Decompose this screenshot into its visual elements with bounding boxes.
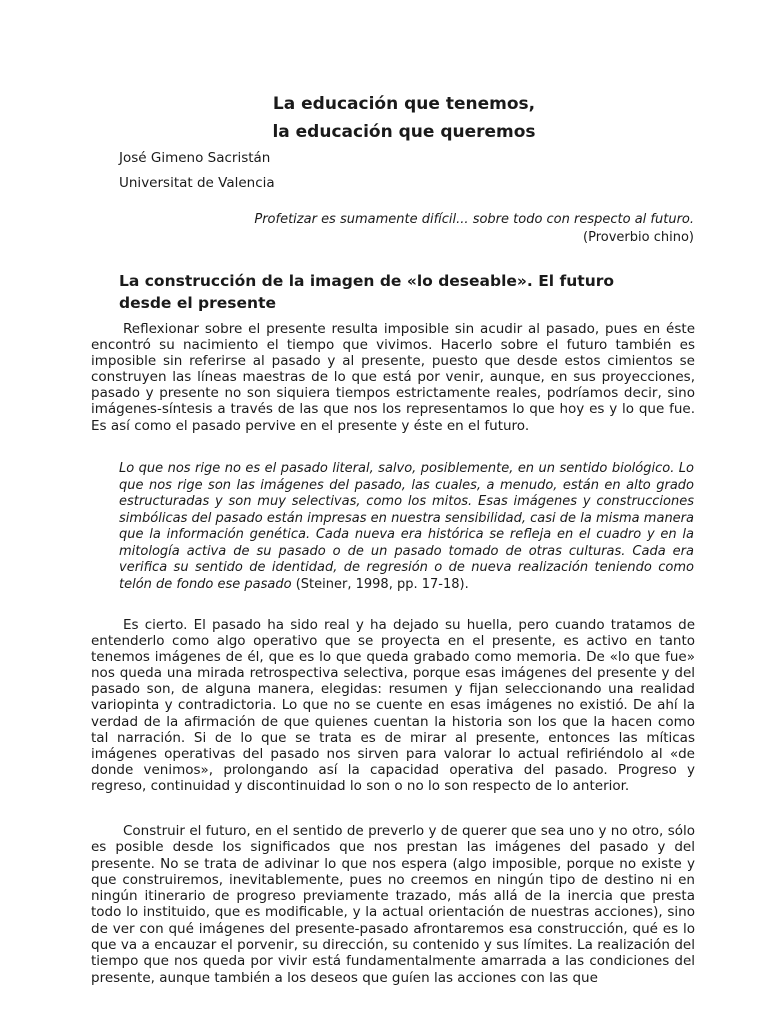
author-name: José Gimeno Sacristán <box>119 150 271 166</box>
epigraph-source: (Proverbio chino) <box>583 230 694 245</box>
block-quote-text: Lo que nos rige no es el pasado literal, salvo, posiblemente, en un sentido biológico. Lo que nos rige son las imágenes del pasado, las cuales, a menudo, están en alto grado estructuradas y son muy selectivas, como los mitos. Esas imágenes y construcciones simbólicas del pasado están impresas en nuestra sensibilidad, casi de la misma manera que la información genética. Cada nueva era histórica se refleja en el cuadro y en la mitología activa de su pasado o de un pasado tomado de otras culturas. Cada era verifica su sentido de identidad, de regresión o de nueva realización teniendo como telón de fondo ese pasado <box>119 461 694 592</box>
paragraph-1: Reflexionar sobre el presente resulta imposible sin acudir al pasado, pues en éste encontró su nacimiento el tiempo que vivimos. Hacerlo sobre el futuro también es imposible sin referirse al pasado y al presente, puesto que desde estos cimientos se construyen las líneas maestras de lo que está por venir, aunque, en sus proyecciones, pasado y presente no son siquiera tiempos estrictamente reales, podríamos decir, sino imágenes-síntesis a través de las que nos los representamos lo que hoy es y lo que fue. Es así como el pasado pervive en el presente y éste en el futuro. <box>91 321 695 434</box>
epigraph <box>254 211 694 247</box>
author-block <box>119 146 275 196</box>
epigraph-quote: Profetizar es sumamente difícil... sobre todo con respecto al futuro. <box>254 212 694 227</box>
paragraph-2: Es cierto. El pasado ha sido real y ha dejado su huella, pero cuando tratamos de entenderlo como algo operativo que se proyecta en el presente, es activo en tanto tenemos imágenes de él, que es lo que queda grabado como memoria. De «lo que fue» nos queda una mirada retrospectiva selectiva, porque esas imágenes del presente y del pasado son, de alguna manera, elegidas: resumen y fijan seleccionando una realidad variopinta y contradictoria. Lo que no se cuente en esas imágenes no existió. De ahí la verdad de la afirmación de que quienes cuentan la historia son los que la hacen como tal narración. Si de lo que se trata es de mirar al presente, entonces las míticas imágenes operativas del pasado nos sirven para valorar lo actual refiriéndolo al «de donde venimos», prolongando así la capacidad operativa del pasado. Progreso y regreso, continuidad y discontinuidad lo son o no lo son respecto de lo anterior. <box>91 617 695 794</box>
paragraph-3: Construir el futuro, en el sentido de preverlo y de querer que sea uno y no otro, sólo es posible desde los significados que nos prestan las imágenes del pasado y del presente. No se trata de adivinar lo que nos espera (algo imposible, porque no existe y que construiremos, inevitablemente, pues no creemos en ningún tipo de destino ni en ningún itinerario de progreso previamente trazado, más allá de la inercia que presta todo lo instituido, que es modificable, y la actual orientación de nuestras acciones), sino de ver con qué imágenes del presente-pasado afrontaremos esa construcción, qué es lo que va a encauzar el porvenir, su dirección, su contenido y sus límites. La realización del tiempo que nos queda por vivir está fundamentalmente amarrada a las condiciones del presente, aunque también a los deseos que guíen las acciones con las que <box>91 823 695 986</box>
title-line-2: la educación que queremos <box>272 122 536 142</box>
title-line-1: La educación que tenemos, <box>272 94 536 114</box>
author-affiliation: Universitat de Valencia <box>119 175 275 191</box>
section-heading: La construcción de la imagen de «lo deseable». El futuro desde el presente <box>119 272 615 312</box>
block-quote <box>119 461 694 593</box>
block-quote-citation: (Steiner, 1998, pp. 17-18). <box>295 576 469 592</box>
